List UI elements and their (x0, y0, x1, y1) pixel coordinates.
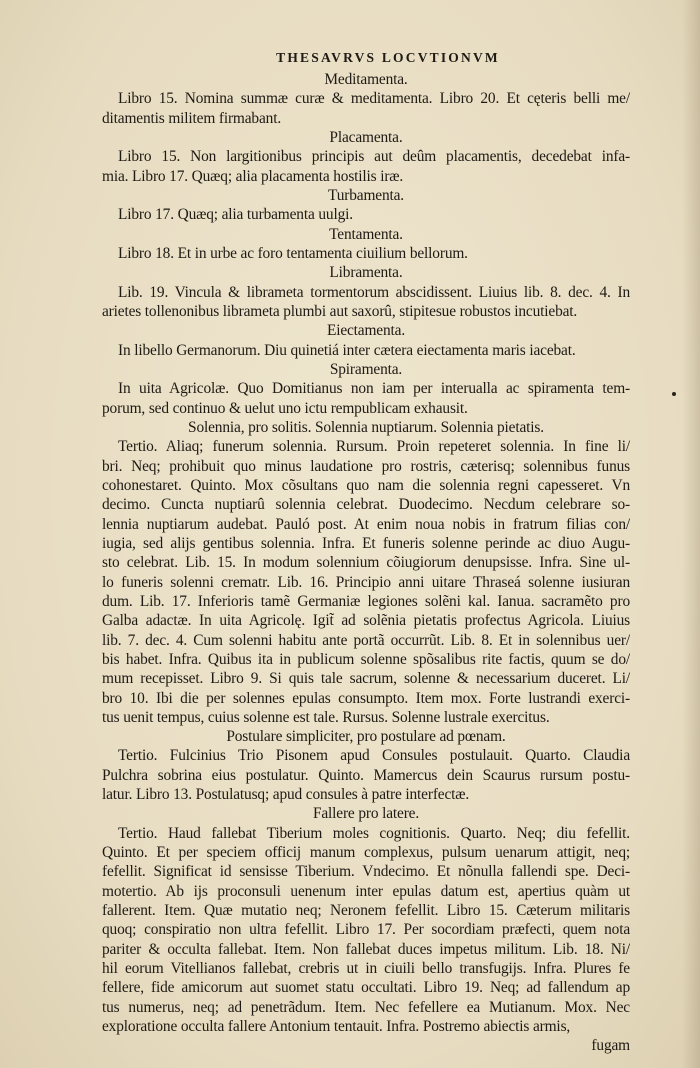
text-line: Galba adactæ. In uita Agricolę. Igit̃ ad solẽnia pietatis profectus Agricola. Liuius (102, 612, 630, 630)
text-line: Tertio. Aliaq; funerum solennia. Rursum. Proin repeteret solennia. In fine li/ (118, 438, 630, 456)
text-line: iugia, sed alijs gentibus solennia. Infra. Et funeris solenne perinde ac diuo Augu- (102, 534, 630, 552)
text-lines (102, 70, 630, 1056)
text-line: bri. Neq; prohibuit quo minus laudatione pro rostris, cæterisq; solennibus funus (102, 457, 630, 475)
text-line: bis habet. Infra. Quibus ita in publicum solenne spõsalibus rite factis, quum se do/ (102, 650, 630, 668)
text-line: fugam (591, 1037, 630, 1055)
text-line: lennia nuptiarum audebat. Pauló post. At enim noua nobis in fratrum filias con/ (102, 515, 630, 533)
section-heading: Postulare simpliciter, pro postulare ad pœnam. (226, 728, 506, 746)
text-line: dum. Lib. 17. Inferioris tamẽ Germaniæ legiones solẽni kal. Ianua. sacramẽto pro (102, 592, 630, 610)
text-line: fellere, fide amicorum aut suomet statu occultati. Libro 19. Neq; ad fallendum ap (102, 979, 630, 997)
section-heading: Tentamenta. (329, 225, 403, 243)
text-line: Tertio. Haud fallebat Tiberium moles cognitionis. Quarto. Neq; diu fefellit. (118, 824, 630, 842)
text-line: cohonestaret. Quinto. Mox cõsultans quo nam die solennia regni capesseret. Vn (102, 476, 630, 494)
text-line: tus numerus, neq; ad penetrãdum. Item. Nec fefellere ea Mutianum. Mox. Nec (102, 998, 630, 1016)
section-heading: Spiramenta. (329, 360, 403, 378)
text-line: mia. Libro 17. Quæq; alia placamenta hostilis iræ. (102, 167, 404, 185)
text-line: Libro 15. Non largitionibus principis aut deûm placamentis, decedebat infa- (118, 148, 630, 166)
text-line: exploratione occulta fallere Antonium tentauit. Infra. Postremo abiectis armis, (102, 1018, 571, 1036)
text-line: Lib. 19. Vincula & librameta tormentorum abscidissent. Liuius lib. 8. dec. 4. In (118, 283, 630, 301)
text-line: porum, sed continuo & uelut uno ictu rempublicam exhausit. (102, 399, 468, 417)
text-line: pariter & occulta fallebat. Item. Non fallebat duces impetus militum. Lib. 18. Ni/ (102, 940, 630, 958)
section-heading: Libramenta. (329, 264, 403, 282)
text-line: latur. Libro 13. Postulatusq; apud consules à patre interfectæ. (102, 786, 470, 804)
section-heading: Placamenta. (329, 128, 403, 146)
text-block (102, 48, 630, 1056)
text-line: Libro 17. Quæq; alia turbamenta uulgi. (118, 206, 353, 224)
page-gutter-shadow (682, 0, 700, 1068)
section-heading: Solennia, pro solitis. Solennia nuptiarum. Solennia pietatis. (188, 418, 544, 436)
text-line: Quinto. Et per speciem officij manum complexus, pulsum uenarum attigit, neq; (102, 844, 630, 862)
text-line: In libello Germanorum. Diu quinetiá inter cætera eiectamenta maris iacebat. (118, 341, 576, 359)
text-line: fefellit. Significat id sensisse Tiberium. Vndecimo. Et nõnulla fallendi spe. Deci- (102, 863, 630, 881)
text-line: bro 10. Ibi die per solennes epulas consumpto. Item mox. Forte lustrandi exerci- (102, 689, 630, 707)
text-line: tus uenit tempus, cuius solenne est tale. Rursus. Solenne lustrale exercitus. (102, 708, 550, 726)
text-line: ditamentis militem firmabant. (102, 109, 282, 127)
section-heading: Meditamenta. (324, 71, 408, 88)
text-line: In uita Agricolæ. Quo Domitianus non iam per interualla ac spiramenta tem- (118, 380, 630, 398)
text-line: Tertio. Fulcinius Trio Pisonem apud Consules postulauit. Quarto. Claudia (118, 747, 630, 765)
running-head: THESAVRVS LOCVTIONVM (276, 50, 500, 65)
section-heading: Fallere pro latere. (312, 805, 420, 823)
section-heading: Eiectamenta. (326, 322, 406, 340)
text-line: quoq; conspiratio non ultra fefellit. Libro 17. Per socordiam præfecti, quem nota (102, 921, 630, 939)
text-line: lib. 7. dec. 4. Cum solenni habitu ante portã occurrũt. Lib. 8. Et in solennibus uer/ (102, 631, 630, 649)
text-line: mum recepisset. Libro 9. Si quis tale sacrum, solenne & necessarium duceret. Li/ (102, 670, 630, 688)
text-line: decimo. Cuncta nuptiarû solennia celebrat. Duodecimo. Necdum celebrare so- (102, 496, 630, 514)
ink-spot (672, 392, 676, 396)
text-line: sto celebrat. Lib. 15. In modum solennium cõiugiorum denupsisse. Infra. Sine ul- (102, 554, 630, 572)
text-line: Libro 18. Et in urbe ac foro tentamenta ciuilium bellorum. (118, 244, 468, 262)
text-line: arietes tollenonibus librameta plumbi aut saxorû, stipitesue robustos incutiebat. (102, 302, 578, 320)
text-line: fallerent. Item. Quæ mutatio neq; Neronem fefellit. Libro 15. Cæterum militaris (102, 902, 630, 920)
text-line: lo funeris solenni crematr. Lib. 16. Principio anni uitare Thraseá solenne iusiuran (102, 573, 630, 591)
text-line: motertio. Ab ijs proconsuli uenenum inter epulas datum est, apertius quàm ut (102, 882, 630, 900)
text-line: hil eorum Vitellianos fallebat, crebris ut in ciuili bello transfugijs. Infra. Plures fe (102, 960, 630, 978)
section-heading: Turbamenta. (327, 186, 404, 204)
text-line: Libro 15. Nomina summæ curæ & meditamenta. Libro 20. Et cęteris belli me/ (118, 90, 630, 108)
text-line: Pulchra sobrina eius postulatur. Quinto. Mamercus dein Scaurus rursum postu- (102, 766, 630, 784)
